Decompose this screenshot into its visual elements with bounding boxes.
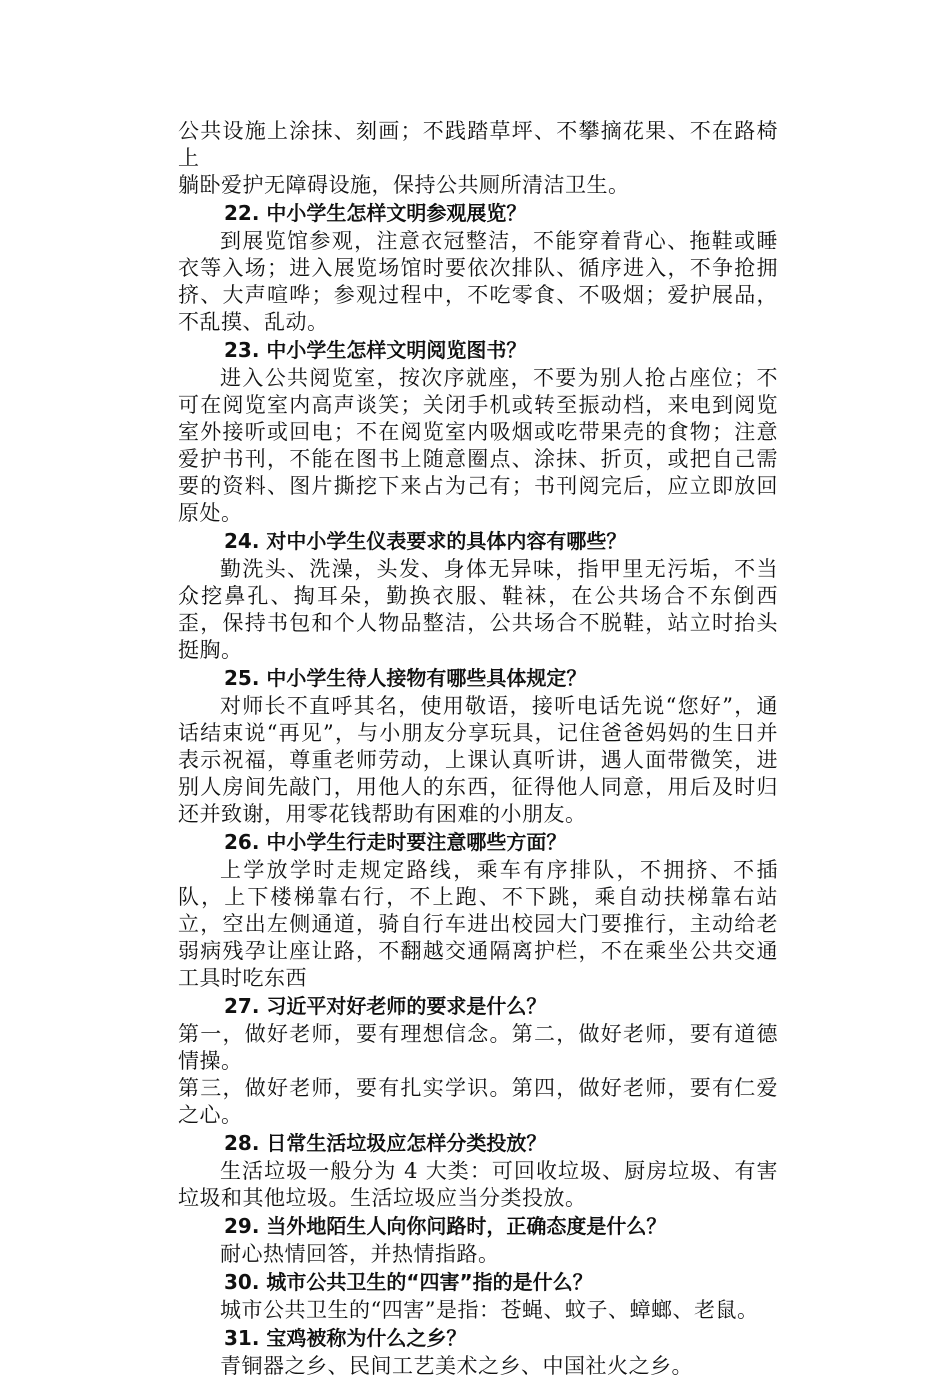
question-26-heading: 26. 中小学生行走时要注意哪些方面？ <box>224 830 567 854</box>
answer-29-paragraph: 耐心热情回答，并热情指路。 <box>220 1242 500 1266</box>
question-31-heading: 31. 宝鸡被称为什么之乡？ <box>224 1326 467 1350</box>
question-23-heading: 23. 中小学生怎样文明阅览图书？ <box>224 338 527 362</box>
intro-line-2: 躺卧爱护无障碍设施，保持公共厕所清洁卫生。 <box>178 173 630 197</box>
answer-27-paragraph-1: 第一，做好老师，要有理想信念。第二，做好老师，要有道德情操。 <box>178 1022 778 1073</box>
answer-24-paragraph: 勤洗头、洗澡，头发、身体无异味，指甲里无污垢，不当众挖鼻孔、掏耳朵，勤换衣服、鞋袜，在公共场合不东倒西歪，保持书包和个人物品整洁，公共场合不脱鞋，站立时抬头挺胸。 <box>178 557 778 662</box>
question-30-heading: 30. 城市公共卫生的“四害”指的是什么？ <box>224 1270 593 1294</box>
question-27-heading: 27. 习近平对好老师的要求是什么？ <box>224 994 547 1018</box>
answer-31-paragraph: 青铜器之乡、民间工艺美术之乡、中国社火之乡。 <box>220 1354 693 1378</box>
question-29-heading: 29. 当外地陌生人向你问路时，正确态度是什么？ <box>224 1214 667 1238</box>
question-24-heading: 24. 对中小学生仪表要求的具体内容有哪些？ <box>224 529 627 553</box>
answer-27-paragraph-2: 第三，做好老师，要有扎实学识。第四，做好老师，要有仁爱之心。 <box>178 1076 778 1127</box>
answer-30-paragraph: 城市公共卫生的“四害”是指：苍蝇、蚊子、蟑螂、老鼠。 <box>220 1298 759 1322</box>
intro-paragraph <box>178 118 778 199</box>
question-28-heading: 28. 日常生活垃圾应怎样分类投放？ <box>224 1131 547 1155</box>
question-25-heading: 25. 中小学生待人接物有哪些具体规定？ <box>224 666 587 690</box>
answer-25-paragraph: 对师长不直呼其名，使用敬语，接听电话先说“您好”，通话结束说“再见”，与小朋友分享玩具，记住爸爸妈妈的生日并表示祝福，尊重老师劳动，上课认真听讲，遇人面带微笑，进别人房间先敲门，用他人的东西，征得他人同意，用后及时归还并致谢，用零花钱帮助有困难的小朋友。 <box>178 694 778 826</box>
question-22-heading: 22. 中小学生怎样文明参观展览？ <box>224 201 527 225</box>
answer-23-paragraph: 进入公共阅览室，按次序就座，不要为别人抢占座位；不可在阅览室内高声谈笑；关闭手机或转至振动档，来电到阅览室外接听或回电；不在阅览室内吸烟或吃带果壳的食物；注意爱护书刊，不能在图书上随意圈点、涂抹、折页，或把自己需要的资料、图片撕挖下来占为己有；书刊阅完后，应立即放回原处。 <box>178 366 778 525</box>
answer-22-paragraph: 到展览馆参观，注意衣冠整洁，不能穿着背心、拖鞋或睡衣等入场；进入展览场馆时要依次排队、循序进入，不争抢拥挤、大声喧哗；参观过程中，不吃零食、不吸烟；爱护展品，不乱摸、乱动。 <box>178 229 778 334</box>
document-page <box>178 118 778 1380</box>
answer-28-paragraph: 生活垃圾一般分为 4 大类：可回收垃圾、厨房垃圾、有害垃圾和其他垃圾。生活垃圾应当分类投放。 <box>178 1159 778 1210</box>
intro-line-1: 公共设施上涂抹、刻画；不践踏草坪、不攀摘花果、不在路椅上 <box>178 119 778 170</box>
answer-26-paragraph: 上学放学时走规定路线，乘车有序排队，不拥挤、不插队，上下楼梯靠右行，不上跑、不下跳，乘自动扶梯靠右站立，空出左侧通道，骑自行车进出校园大门要推行，主动给老弱病残孕让座让路，不翻越交通隔离护栏，不在乘坐公共交通工具时吃东西 <box>178 858 778 990</box>
